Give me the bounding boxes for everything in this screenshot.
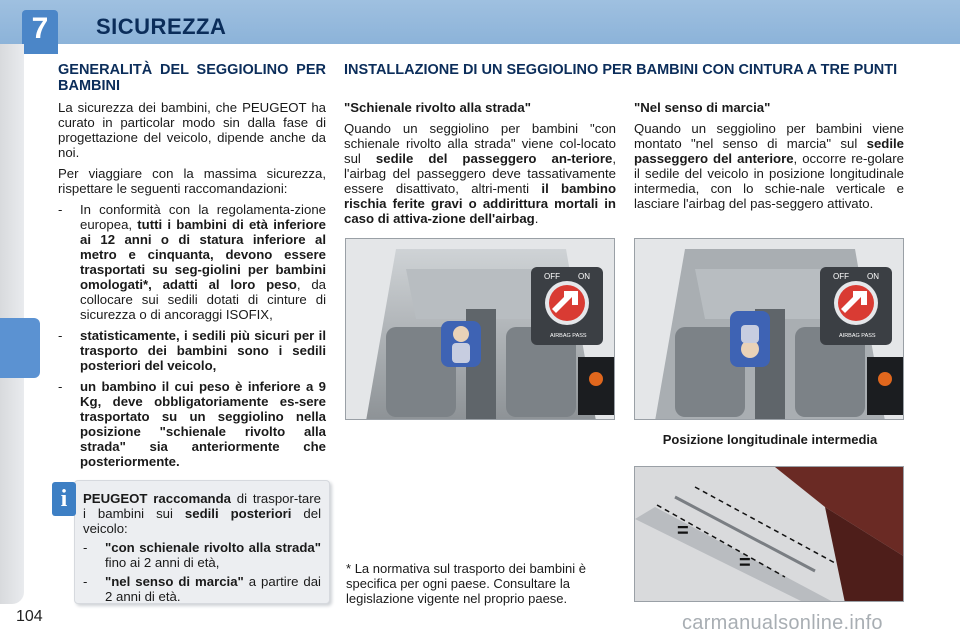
panel-on-label: ON bbox=[578, 272, 590, 281]
dash-marker: - bbox=[58, 379, 63, 394]
footnote-text: La normativa sul trasporto dei bambini è specifica per ogni paese. Consultare la legislazione vigente nel proprio paese. bbox=[346, 561, 586, 606]
forward-facing-text: Quando un seggiolino per bambini viene montato "nel senso di marcia" sul bbox=[634, 121, 904, 151]
list-item bbox=[58, 379, 326, 469]
dash-marker: - bbox=[58, 328, 63, 343]
list-item bbox=[58, 202, 326, 322]
dash-marker: - bbox=[83, 540, 88, 555]
car-interior-image bbox=[346, 239, 615, 420]
rear-facing-text: . bbox=[534, 211, 539, 226]
rear-facing-column bbox=[344, 100, 616, 226]
panel-airbag-label: AIRBAG PASS bbox=[550, 333, 587, 339]
info-lead-bold-2: sedili posteriori bbox=[184, 506, 292, 521]
chapter-number: 7 bbox=[31, 12, 49, 45]
forward-facing-column bbox=[634, 100, 904, 211]
info-list-item bbox=[83, 574, 321, 604]
footnote-mark: * bbox=[346, 561, 352, 576]
page-title: SICUREZZA bbox=[96, 14, 227, 39]
equal-mark: = bbox=[739, 552, 751, 574]
seat-position-caption: Posizione longitudinale intermedia bbox=[662, 432, 878, 447]
dash-marker: - bbox=[58, 202, 63, 217]
forward-facing-illustration bbox=[634, 238, 904, 420]
item-text-bold: un bambino il cui peso è inferiore a 9 Kg, deve obbligatoriamente es-sere trasportato su un seggiolino nella posizione "schienale rivolto alla strada" sia anteriormente che posteriormente. bbox=[80, 379, 326, 469]
panel-on-label: ON bbox=[867, 272, 879, 281]
car-interior-image bbox=[635, 239, 904, 420]
side-tab-active[interactable] bbox=[0, 318, 40, 378]
page-number: 104 bbox=[16, 608, 43, 625]
left-column bbox=[58, 62, 326, 469]
seat-rail-illustration bbox=[634, 466, 904, 602]
forward-facing-bold: sedile passeggero del anteriore bbox=[634, 136, 904, 166]
info-box bbox=[74, 480, 330, 604]
right-heading: INSTALLAZIONE DI UN SEGGIOLINO PER BAMBINI CON CINTURA A TRE PUNTI bbox=[344, 62, 898, 78]
rear-facing-text: Quando un seggiolino per bambini "con schienale rivolto alla strada" viene col-locato sul bbox=[344, 121, 616, 166]
info-icon: i bbox=[52, 482, 76, 516]
rear-facing-bold: sedile del passeggero an-teriore bbox=[375, 151, 613, 166]
info-list-item bbox=[83, 540, 321, 570]
item-text: In conformità con la regolamenta-zione europea, bbox=[80, 202, 326, 232]
list-item bbox=[58, 328, 326, 373]
info-lead-text: di traspor-tare i bambini sui bbox=[83, 491, 321, 521]
info-item-bold: "nel senso di marcia" bbox=[105, 574, 244, 589]
rear-facing-warning: il bambino rischia ferite gravi o addirittura mortali in caso di attiva-zione dell'airbag bbox=[344, 181, 616, 226]
panel-off-label: OFF bbox=[833, 272, 849, 281]
info-item-text: a partire dai 2 anni di età. bbox=[105, 574, 321, 604]
info-lead-bold: PEUGEOT raccomanda bbox=[83, 491, 231, 506]
rear-facing-title: "Schienale rivolto alla strada" bbox=[344, 100, 531, 115]
item-text-bold: statisticamente, i sedili più sicuri per il trasporto dei bambini sono i sedili posteriori del veicolo, bbox=[80, 328, 326, 373]
forward-facing-text: , occorre re-golare il sedile del veicolo in posizione longitudinale intermedia, con lo schie-nale verticale e lasciare l'airbag del pas-seggero attivato. bbox=[634, 151, 904, 211]
panel-airbag-label: AIRBAG PASS bbox=[839, 333, 876, 339]
left-paragraph-1: La sicurezza dei bambini, che PEUGEOT ha curato in particolar modo sin dalla fase di progettazione del veicolo, dipende anche da noi. bbox=[58, 100, 326, 160]
rear-facing-text: , l'airbag del passeggero deve tassativamente essere disattivato, altri-menti bbox=[344, 151, 616, 196]
info-item-bold: "con schienale rivolto alla strada" bbox=[105, 540, 321, 555]
left-paragraph-2: Per viaggiare con la massima sicurezza, rispettare le seguenti raccomandazioni: bbox=[58, 166, 326, 196]
rear-facing-illustration bbox=[345, 238, 615, 420]
seat-rail-image bbox=[635, 467, 904, 602]
equal-mark: = bbox=[677, 520, 689, 542]
forward-facing-title: "Nel senso di marcia" bbox=[634, 100, 771, 115]
footnote bbox=[346, 561, 618, 606]
item-text-bold: tutti i bambini di età inferiore ai 12 anni o di statura inferiore al metro e cinquanta, devono essere trasportati su seg-giolini per bambini omologati*, adatti al loro peso bbox=[80, 217, 326, 292]
info-lead-tail: del veicolo: bbox=[83, 506, 321, 536]
chapter-tab bbox=[22, 10, 58, 54]
left-heading: GENERALITÀ DEL SEGGIOLINO PER BAMBINI bbox=[58, 62, 326, 94]
item-text: , da collocare sui sedili dotati di cinture di sicurezza o di ancoraggi ISOFIX, bbox=[80, 277, 326, 322]
watermark-text: carmanualsonline.info bbox=[682, 612, 883, 634]
panel-off-label: OFF bbox=[544, 272, 560, 281]
info-item-text: fino ai 2 anni di età, bbox=[105, 555, 220, 570]
dash-marker: - bbox=[83, 574, 88, 589]
